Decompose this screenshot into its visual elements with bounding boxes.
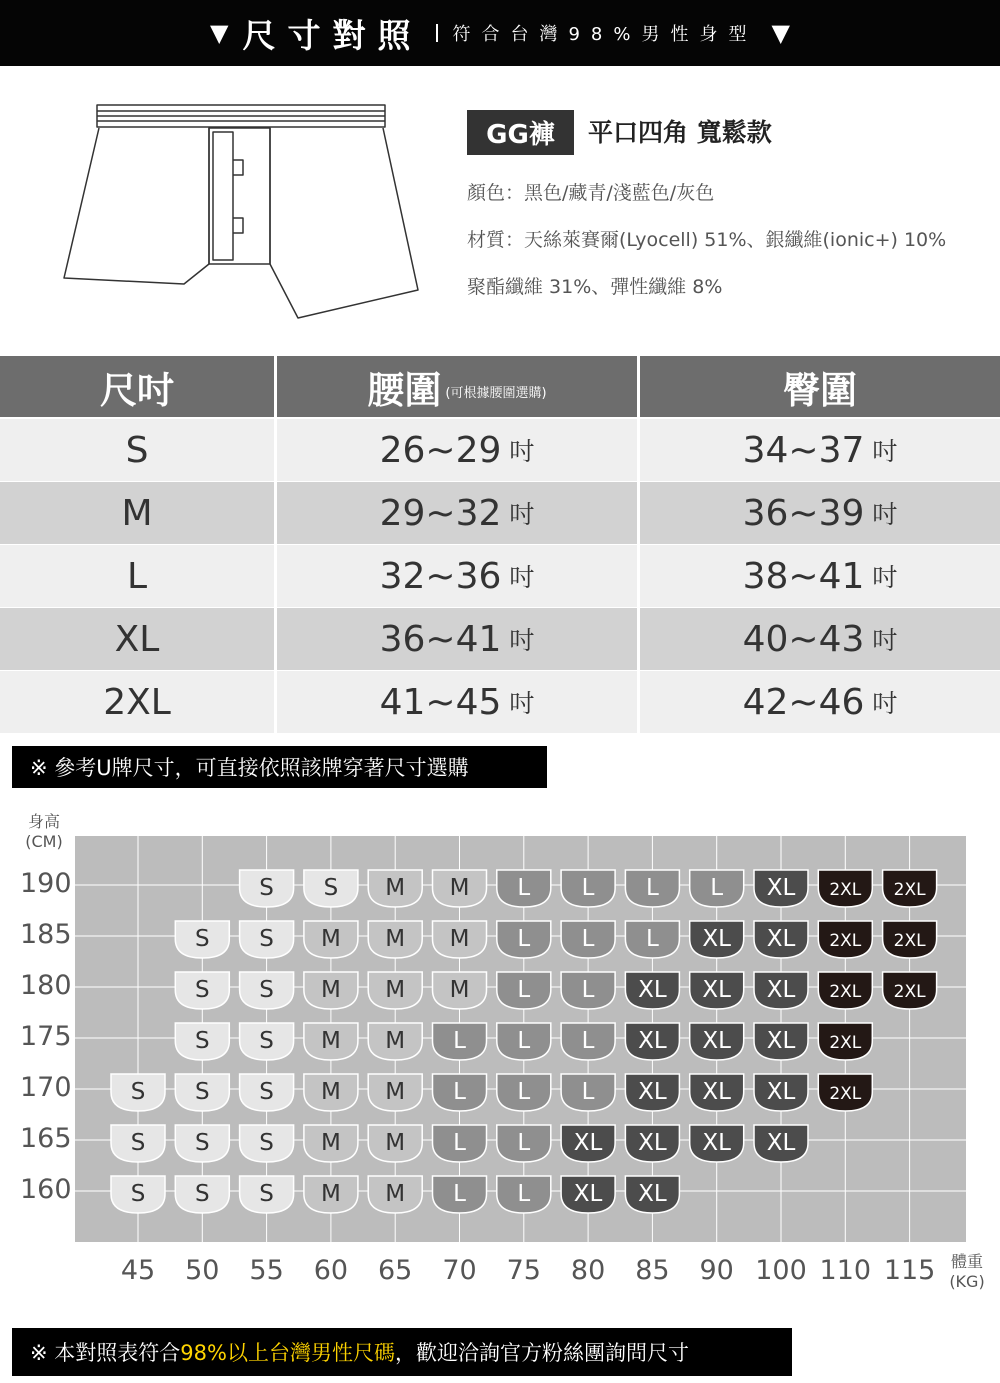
size-cell-label: S [323, 875, 339, 901]
unit-label: 吋 [872, 437, 898, 466]
size-cell-label: L [453, 1028, 466, 1054]
size-cell-label: S [130, 1130, 146, 1156]
size-cell-label: L [645, 926, 659, 952]
size-cell-label: XL [573, 1130, 603, 1156]
size-cell-label: S [259, 1181, 274, 1207]
product-name: 平口四角 寬鬆款 [588, 118, 772, 147]
cell-waist-value: 26~29 [379, 429, 502, 471]
size-cell-label: L [517, 1079, 531, 1105]
x-axis-label [944, 1252, 990, 1292]
size-cell-label: S [259, 1079, 274, 1105]
footer-note-highlight: 98%以上台灣男性尺碼 [180, 1341, 395, 1365]
size-cell-label: M [449, 875, 470, 901]
x-axis-unit: (KG) [949, 1272, 985, 1291]
x-axis-title: 體重 [950, 1252, 983, 1271]
size-cell-label: XL [573, 1181, 603, 1207]
size-cell-label: XL [766, 1079, 796, 1105]
size-cell-label: S [259, 926, 274, 952]
cell-hip-value: 34~37 [742, 429, 865, 471]
cell-waist-value: 36~41 [379, 618, 502, 660]
size-cell-label: S [194, 1130, 210, 1156]
size-cell-label: M [385, 977, 406, 1003]
cell-size-value: L [126, 555, 148, 597]
size-cell-label: M [449, 977, 470, 1003]
size-cell-label: XL [638, 1079, 667, 1105]
size-cell-label: XL [702, 1028, 731, 1054]
cell-hip-value: 38~41 [742, 555, 865, 597]
size-cell-label: S [194, 1181, 210, 1207]
size-cell-label: XL [702, 977, 731, 1003]
unit-label: 吋 [509, 563, 535, 592]
y-axis-unit: (CM) [25, 832, 63, 851]
size-cell-label: XL [638, 1028, 667, 1054]
size-cell-label: M [385, 1181, 406, 1207]
size-cell-label: L [581, 1079, 595, 1105]
y-tick-label: 170 [20, 1072, 72, 1103]
size-cell-label: XL [638, 977, 667, 1003]
x-tick-label: 70 [442, 1255, 477, 1286]
triangle-down-icon: ▼ [210, 19, 229, 47]
unit-label: 吋 [872, 626, 898, 655]
header-size-label: 尺吋 [100, 368, 174, 412]
page-title: 尺寸對照 [242, 15, 423, 55]
size-cell-label: XL [638, 1181, 667, 1207]
size-cell-label: 2XL [829, 931, 862, 951]
size-cell-label: XL [766, 926, 796, 952]
size-cell-label: 2XL [829, 880, 862, 900]
y-tick-label: 160 [20, 1174, 72, 1205]
x-tick-label: 50 [185, 1255, 220, 1286]
size-cell-label: L [517, 1028, 531, 1054]
size-cell-label: L [517, 926, 531, 952]
cell-size-value: S [125, 429, 149, 471]
x-tick-label: 75 [506, 1255, 541, 1286]
unit-label: 吋 [509, 689, 535, 718]
size-cell-label: S [259, 875, 274, 901]
size-cell-label: XL [702, 1079, 731, 1105]
size-cell-label: S [130, 1079, 146, 1105]
x-tick-label: 45 [120, 1255, 156, 1286]
size-cell-label: L [581, 977, 595, 1003]
x-tick-label: 115 [883, 1255, 936, 1286]
unit-label: 吋 [509, 500, 535, 529]
size-cell-label: S [194, 926, 210, 952]
size-cell-label: XL [702, 1130, 731, 1156]
size-cell-label: M [449, 926, 470, 952]
size-cell-label: S [130, 1181, 146, 1207]
size-cell-label: 2XL [893, 880, 926, 900]
size-cell-label: 2XL [829, 1033, 862, 1053]
footer-note-suffix: ，歡迎洽詢官方粉絲團詢問尺寸 [394, 1341, 689, 1365]
x-tick-label: 55 [249, 1255, 284, 1286]
size-cell-label: M [320, 977, 341, 1003]
y-tick-label: 180 [20, 970, 72, 1001]
size-cell-label: XL [766, 1130, 796, 1156]
size-cell-label: XL [702, 926, 731, 952]
size-cell-label: L [453, 1130, 466, 1156]
cell-waist-value: 32~36 [379, 555, 502, 597]
cell-waist-value: 41~45 [379, 681, 502, 723]
size-cell-label: 2XL [893, 982, 926, 1002]
y-tick-label: 185 [20, 919, 72, 950]
size-cell-label: M [320, 1079, 341, 1105]
size-cell-label: XL [766, 1028, 796, 1054]
header-hip-label: 臀圍 [783, 368, 857, 412]
cell-hip-value: 36~39 [742, 492, 865, 534]
color-spec: 顏色：黑色/藏青/淺藍色/灰色 [467, 182, 715, 204]
size-cell-label: XL [766, 977, 796, 1003]
size-cell-label: M [320, 1181, 341, 1207]
brand-label: GG褲 [467, 110, 574, 155]
size-cell-label: S [194, 977, 210, 1003]
cell-size-value: M [121, 492, 153, 534]
size-cell-label: S [259, 1028, 274, 1054]
y-tick-label: 190 [20, 868, 72, 899]
size-cell-label: L [710, 875, 724, 901]
page-subtitle: 符合台灣98%男性身型 [452, 24, 758, 45]
size-cell-label: M [320, 1130, 341, 1156]
cell-size-value: 2XL [103, 681, 171, 723]
size-cell-label: L [517, 977, 531, 1003]
y-axis-title: 身高 [27, 812, 60, 831]
cell-size-value: XL [114, 618, 160, 660]
unit-label: 吋 [872, 500, 898, 529]
size-cell-label: S [259, 1130, 274, 1156]
material-spec: 材質：天絲萊賽爾(Lyocell) 51%、銀纖維(ionic+) 10% [467, 229, 947, 251]
size-cell-label: L [453, 1079, 466, 1105]
size-cell-label: L [581, 875, 595, 901]
x-tick-label: 80 [570, 1255, 606, 1286]
size-cell-label: L [645, 875, 659, 901]
size-cell-label: XL [638, 1130, 667, 1156]
x-tick-label: 65 [378, 1255, 413, 1286]
cell-hip-value: 42~46 [742, 681, 865, 723]
size-cell-label: M [385, 875, 406, 901]
size-cell-label: L [581, 926, 595, 952]
size-cell-label: 2XL [893, 931, 926, 951]
x-tick-label: 60 [313, 1255, 349, 1286]
x-tick-label: 90 [699, 1255, 734, 1286]
size-cell-label: 2XL [829, 982, 862, 1002]
reference-note: ※ 參考U牌尺寸，可直接依照該牌穿著尺寸選購 [12, 746, 547, 788]
unit-label: 吋 [872, 689, 898, 718]
size-cell-label: M [385, 1028, 406, 1054]
size-cell-label: XL [766, 875, 796, 901]
size-cell-label: L [581, 1028, 595, 1054]
footer-note [12, 1328, 792, 1376]
size-cell-label: M [320, 926, 341, 952]
size-cell-label: L [453, 1181, 466, 1207]
unit-label: 吋 [872, 563, 898, 592]
header-waist-label: 腰圍 [367, 368, 442, 412]
size-cell-label: L [517, 1130, 531, 1156]
x-tick-label: 85 [635, 1255, 670, 1286]
size-cell-label: 2XL [829, 1084, 862, 1104]
size-cell-label: S [194, 1079, 210, 1105]
unit-label: 吋 [509, 437, 535, 466]
y-tick-label: 175 [20, 1021, 72, 1052]
size-cell-label: M [385, 926, 406, 952]
size-cell-label: M [385, 1079, 406, 1105]
cell-waist-value: 29~32 [379, 492, 502, 534]
x-tick-label: 100 [755, 1255, 807, 1286]
size-cell-label: L [517, 1181, 531, 1207]
unit-label: 吋 [509, 626, 535, 655]
size-cell-label: M [385, 1130, 406, 1156]
header-waist-note: (可根據腰圍選購) [445, 386, 547, 401]
size-cell-label: M [320, 1028, 341, 1054]
footer-note-prefix: ※ 本對照表符合 [30, 1341, 181, 1365]
cell-hip-value: 40~43 [742, 618, 865, 660]
size-cell-label: S [194, 1028, 210, 1054]
triangle-down-icon: ▼ [771, 19, 790, 47]
material-spec-cont: 聚酯纖維 31%、彈性纖維 8% [467, 276, 723, 298]
size-cell-label: S [259, 977, 274, 1003]
y-tick-label: 165 [20, 1123, 72, 1154]
x-tick-label: 110 [819, 1255, 872, 1286]
size-cell-label: L [517, 875, 531, 901]
